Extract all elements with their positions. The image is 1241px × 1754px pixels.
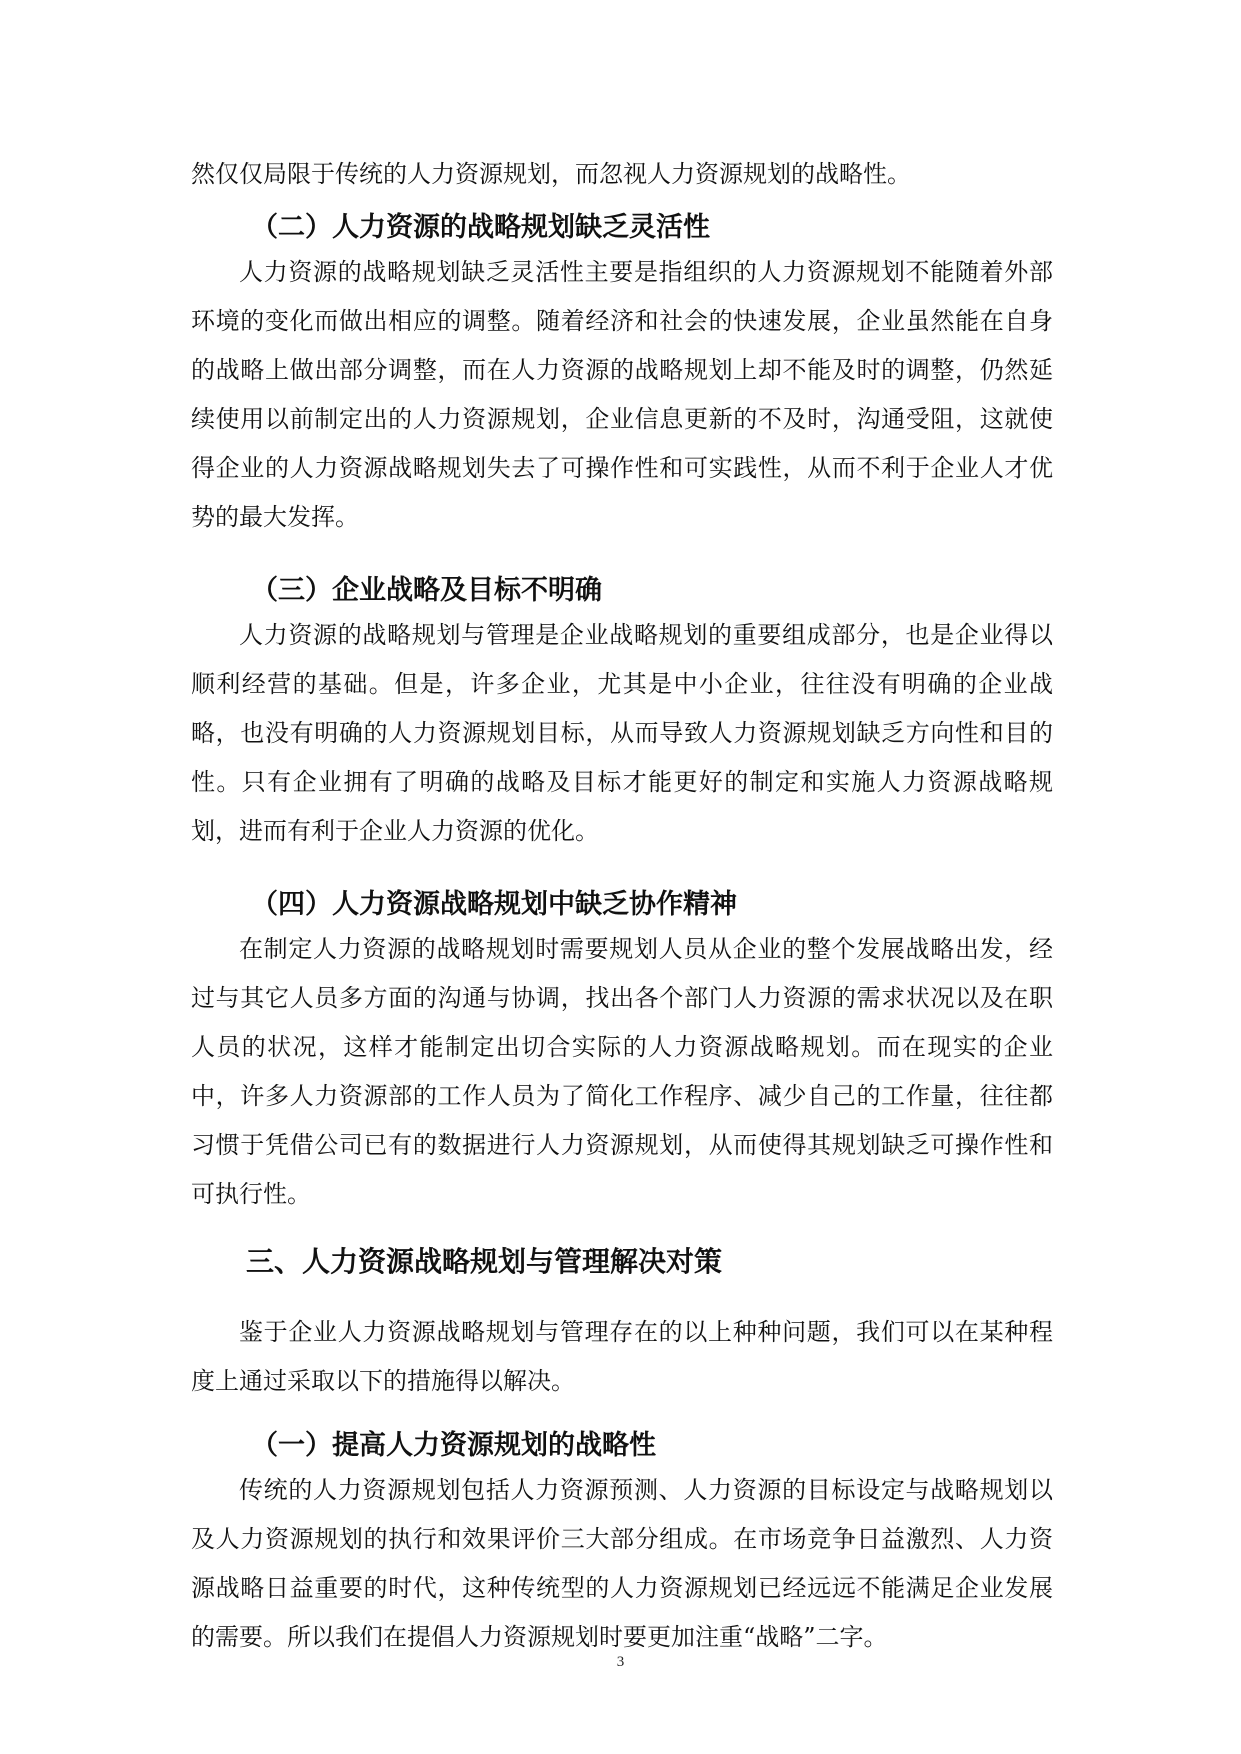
paragraph-strategic-planning: 传统的人力资源规划包括人力资源预测、人力资源的目标设定与战略规划以及人力资源规划的执行和效果评价三大部分组成。在市场竞争日益激烈、人力资源战略日益重要的时代，这种传统型的人力资源规划已经远远不能满足企业发展的需要。所以我们在提倡人力资源规划时要更加注重“战略”二字。 xyxy=(191,1476,1053,1651)
paragraph-solutions-intro: 鉴于企业人力资源战略规划与管理存在的以上种种问题，我们可以在某种程度上通过采取以下的措施得以解决。 xyxy=(191,1318,1053,1395)
page-content xyxy=(191,150,1053,1662)
section-heading-1: （一）提高人力资源规划的战略性 xyxy=(251,1430,656,1461)
section-heading-2: （二）人力资源的战略规划缺乏灵活性 xyxy=(251,212,710,243)
paragraph-cooperation: 在制定人力资源的战略规划时需要规划人员从企业的整个发展战略出发，经过与其它人员多方面的沟通与协调，找出各个部门人力资源的需求状况以及在职人员的状况，这样才能制定出切合实际的人力资源战略规划。而在现实的企业中，许多人力资源部的工作人员为了简化工作程序、减少自己的工作量，往往都习惯于凭借公司已有的数据进行人力资源规划，从而使得其规划缺乏可操作性和可执行性。 xyxy=(191,935,1053,1208)
section-heading-4: （四）人力资源战略规划中缺乏协作精神 xyxy=(251,889,737,920)
section-heading-3: （三）企业战略及目标不明确 xyxy=(251,575,602,606)
paragraph-flexibility: 人力资源的战略规划缺乏灵活性主要是指组织的人力资源规划不能随着外部环境的变化而做出相应的调整。随着经济和社会的快速发展，企业虽然能在自身的战略上做出部分调整，而在人力资源的战略规划上却不能及时的调整，仍然延续使用以前制定出的人力资源规划，企业信息更新的不及时，沟通受阻，这就使得企业的人力资源战略规划失去了可操作性和可实践性，从而不利于企业人才优势的最大发挥。 xyxy=(191,258,1053,531)
chapter-heading-3: 三、人力资源战略规划与管理解决对策 xyxy=(246,1245,723,1278)
page-number: 3 xyxy=(616,1654,625,1670)
paragraph-strategy-goals: 人力资源的战略规划与管理是企业战略规划的重要组成部分，也是企业得以顺利经营的基础。但是，许多企业，尤其是中小企业，往往没有明确的企业战略，也没有明确的人力资源规划目标，从而导致人力资源规划缺乏方向性和目的性。只有企业拥有了明确的战略及目标才能更好的制定和实施人力资源战略规划，进而有利于企业人力资源的优化。 xyxy=(191,621,1053,845)
paragraph-continuation: 然仅仅局限于传统的人力资源规划，而忽视人力资源规划的战略性。 xyxy=(191,160,911,188)
